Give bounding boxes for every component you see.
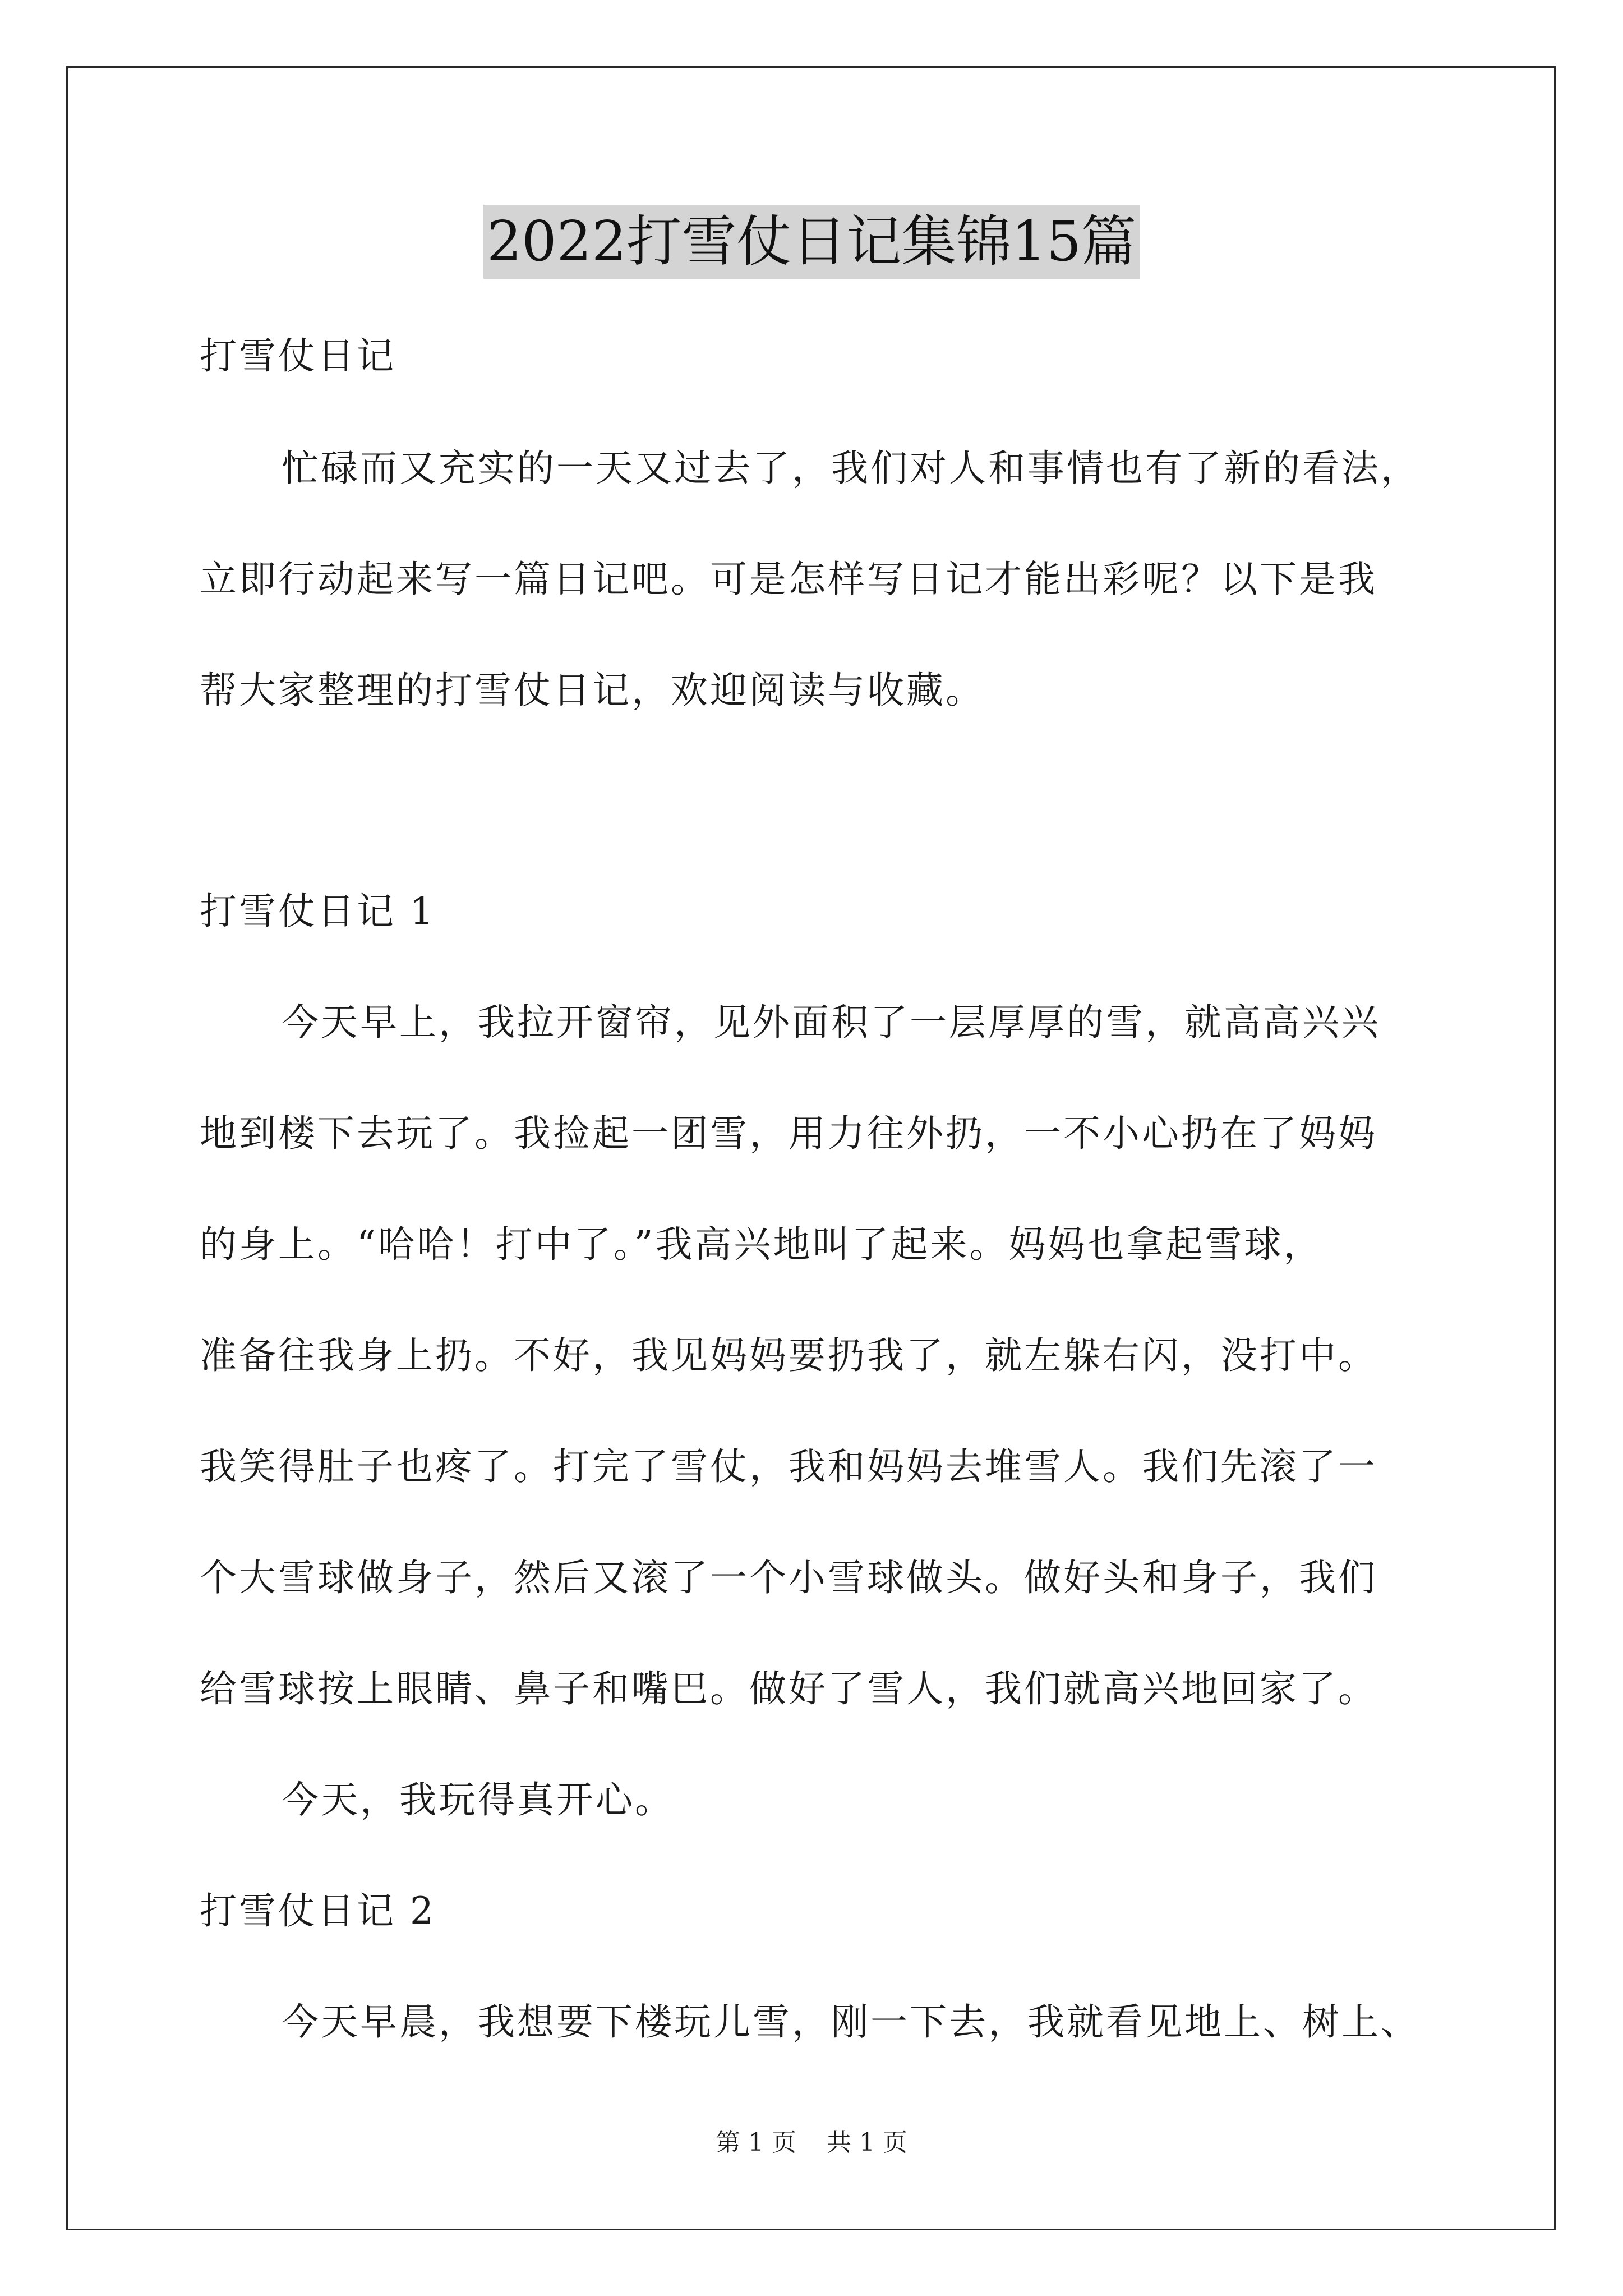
paragraph-line: 准备往我身上扔。不好，我见妈妈要扔我了，就左躲右闪，没打中。	[200, 1334, 1377, 1377]
title-container	[0, 205, 1623, 279]
section-heading: 打雪仗日记	[200, 334, 396, 378]
paragraph-line: 我笑得肚子也疼了。打完了雪仗，我和妈妈去堆雪人。我们先滚了一	[200, 1445, 1377, 1488]
page-footer	[0, 2126, 1623, 2160]
section-heading: 打雪仗日记 1	[200, 890, 436, 933]
paragraph-line: 地到楼下去玩了。我捡起一团雪，用力往外扔，一不小心扔在了妈妈	[200, 1112, 1377, 1155]
paragraph-line: 立即行动起来写一篇日记吧。可是怎样写日记才能出彩呢？以下是我	[200, 558, 1377, 601]
paragraph-line: 今天，我玩得真开心。	[282, 1778, 674, 1821]
section-heading: 打雪仗日记 2	[200, 1889, 436, 1932]
paragraph-line: 今天早上，我拉开窗帘，见外面积了一层厚厚的雪，就高高兴兴	[282, 1001, 1381, 1044]
paragraph-line: 忙碌而又充实的一天又过去了，我们对人和事情也有了新的看法，	[282, 447, 1420, 490]
document-title: 2022打雪仗日记集锦15篇	[483, 205, 1140, 279]
paragraph-line: 的身上。“哈哈！打中了。”我高兴地叫了起来。妈妈也拿起雪球，	[200, 1223, 1323, 1266]
paragraph-line: 个大雪球做身子，然后又滚了一个小雪球做头。做好头和身子，我们	[200, 1556, 1377, 1599]
page-number-total: 共 1 页	[827, 2128, 907, 2157]
page-number-current: 第 1 页	[716, 2128, 796, 2157]
paragraph-line: 今天早晨，我想要下楼玩儿雪，刚一下去，我就看见地上、树上、	[282, 2000, 1420, 2044]
paragraph-line: 给雪球按上眼睛、鼻子和嘴巴。做好了雪人，我们就高兴地回家了。	[200, 1667, 1377, 1710]
paragraph-line: 帮大家整理的打雪仗日记，欢迎阅读与收藏。	[200, 669, 985, 712]
